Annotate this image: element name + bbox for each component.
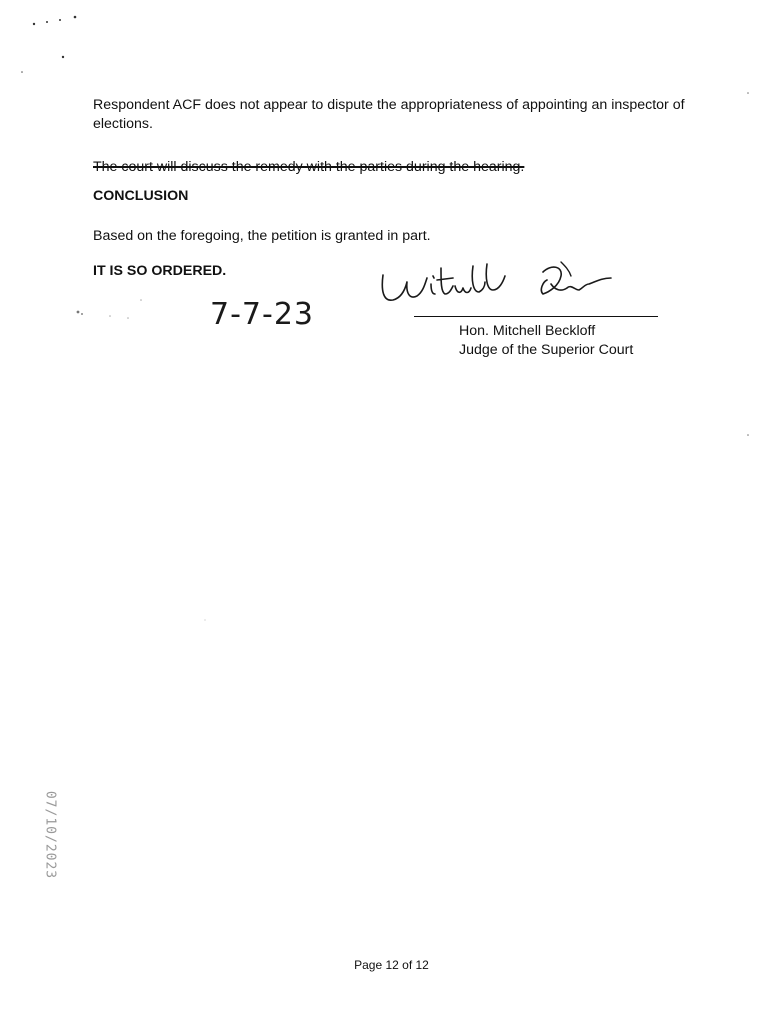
date-stamp (30, 785, 70, 885)
judge-signature (375, 260, 635, 322)
signature-line (414, 316, 658, 317)
handwritten-date: 7-7-23 (210, 297, 314, 332)
paragraph-struck: The court will discuss the remedy with the parties during the hearing. (93, 159, 525, 175)
judge-title: Judge of the Superior Court (459, 342, 634, 358)
paragraph-acf: Respondent ACF does not appear to dispute the appropriateness of appointing an inspector of elections. (93, 97, 685, 132)
date-stamp-text: 07/10/2023 (42, 790, 58, 880)
judge-name: Hon. Mitchell Beckloff (459, 323, 596, 339)
page-number: Page 12 of 12 (354, 958, 429, 972)
order-statement: IT IS SO ORDERED. (93, 263, 227, 279)
heading-conclusion: CONCLUSION (93, 188, 189, 204)
paragraph-conclusion: Based on the foregoing, the petition is granted in part. (93, 228, 431, 244)
